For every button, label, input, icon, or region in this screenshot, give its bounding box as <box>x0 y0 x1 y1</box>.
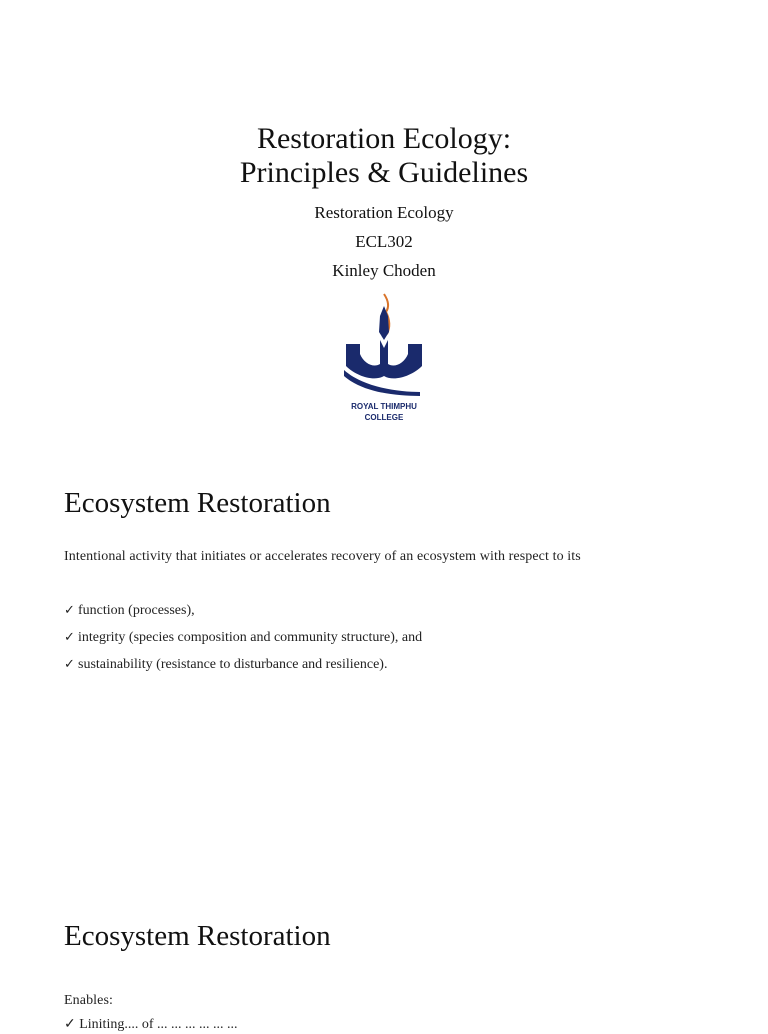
slide-3-heading: Ecosystem Restoration <box>64 920 331 952</box>
bullet-item <box>64 629 422 656</box>
slide-2-heading: Ecosystem Restoration <box>64 487 331 519</box>
slide-2-intro: Intentional activity that initiates or accelerates recovery of an ecosystem with respect to its <box>64 549 581 564</box>
college-emblem-icon <box>334 292 434 400</box>
checkmark-icon: ✓ <box>64 657 75 672</box>
slide-2-bullet-list <box>64 602 422 683</box>
slide-3-partial-bullet: ✓ Liniting.... of ... ... ... ... ... ... <box>64 1017 238 1032</box>
title-slide <box>0 0 768 460</box>
checkmark-icon: ✓ <box>64 603 75 618</box>
royal-thimphu-college-logo <box>334 292 434 428</box>
logo-text-line-1: ROYAL THIMPHU <box>351 402 417 411</box>
title-line-1: Restoration Ecology: <box>256 122 512 155</box>
bullet-item <box>64 656 422 683</box>
bullet-text: sustainability (resistance to disturbance and resilience). <box>78 657 388 672</box>
bullet-text: integrity (species composition and community structure), and <box>78 630 423 645</box>
course-code: ECL302 <box>355 232 413 251</box>
slide-3-intro: Enables: <box>64 993 114 1008</box>
title-line-2: Principles & Guidelines <box>239 156 529 189</box>
author-name: Kinley Choden <box>332 261 436 280</box>
bullet-text: function (processes), <box>78 603 195 618</box>
checkmark-icon: ✓ <box>64 630 75 645</box>
course-name: Restoration Ecology <box>314 203 454 222</box>
bullet-item <box>64 602 422 629</box>
logo-text-line-2: COLLEGE <box>364 413 404 422</box>
presentation-title <box>0 122 768 190</box>
